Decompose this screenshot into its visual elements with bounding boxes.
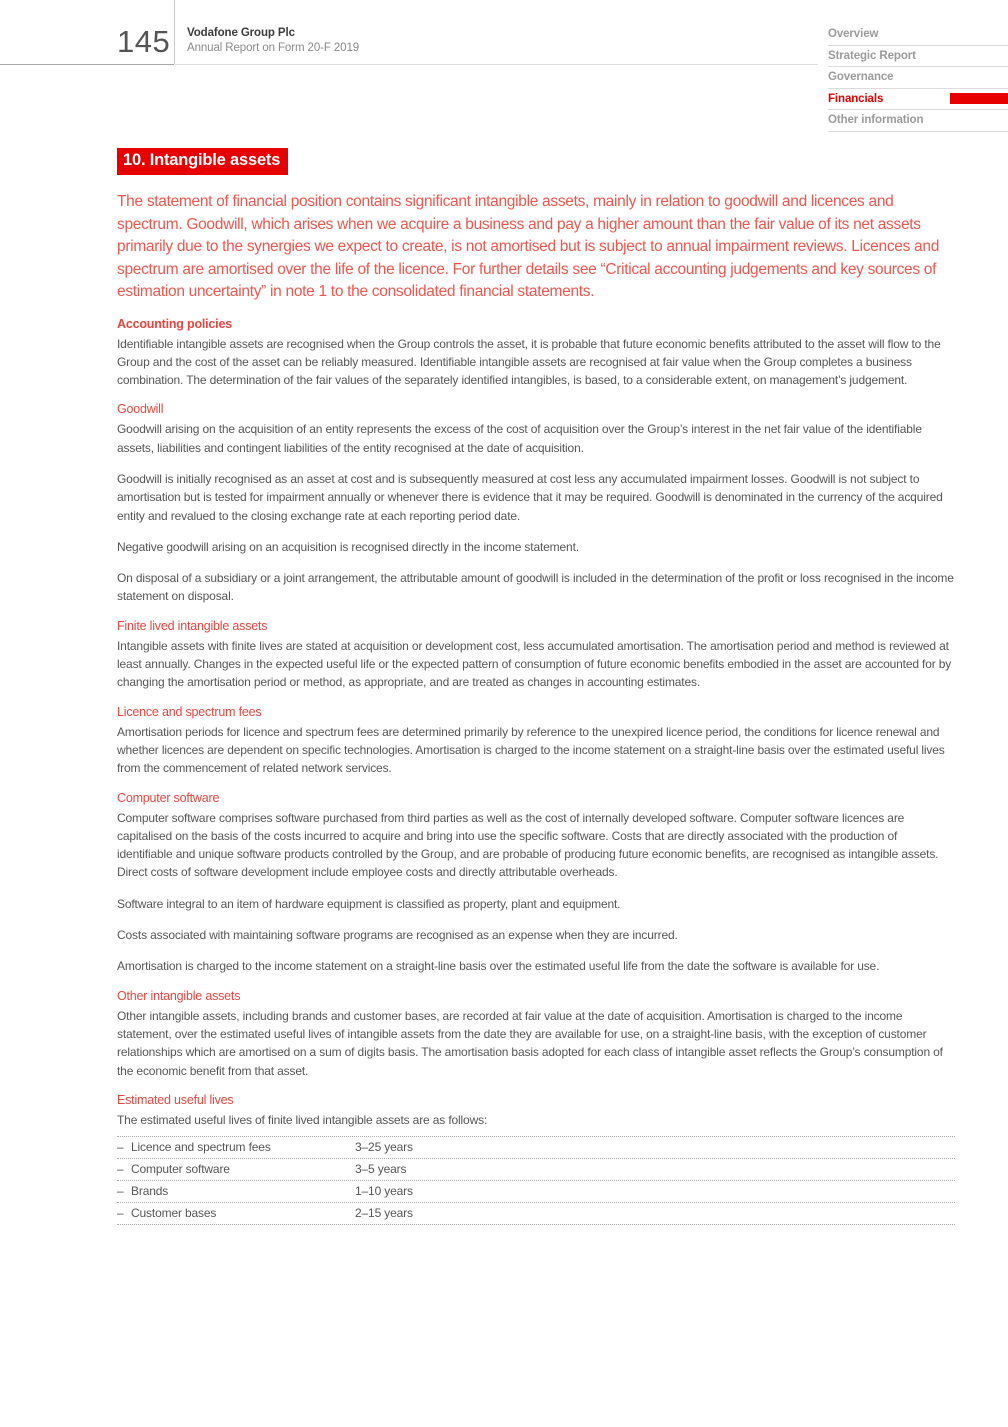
nav-item-other-information[interactable]	[828, 110, 1008, 132]
header-rule-left	[0, 64, 174, 65]
section-heading-accounting-policies: Accounting policies	[117, 316, 232, 331]
row-label: Customer bases	[131, 1206, 217, 1221]
main-content	[117, 148, 955, 1225]
body-paragraph: Amortisation periods for licence and spectrum fees are determined primarily by reference to the unexpired licence period, the conditions for licence renewal and whether licences are dependent on specific technologies. Amortisation is charged to the income statement on a straight-line basis over the estimated useful lives from the commencement of related network services.	[117, 724, 945, 776]
body-paragraph: Other intangible assets, including brands and customer bases, are recorded at fair value at the date of acquisition. Amortisation is charged to the income statement, over the estimated useful lives of intangible assets from the date they are available for use, on a straight-line basis, with the exception of customer relationships which are amortised on a sum of digits basis. The amortisation basis adopted for each class of intangible asset reflects the Group’s consumption of the economic benefit from that asset.	[117, 1008, 943, 1078]
table-row	[117, 1180, 955, 1202]
body-paragraph: On disposal of a subsidiary or a joint arrangement, the attributable amount of goodwill is included in the determination of the profit or loss recognised in the income statement on disposal.	[117, 571, 954, 604]
row-label: Licence and spectrum fees	[131, 1140, 271, 1155]
useful-lives-table	[117, 1136, 955, 1225]
body-paragraph: Costs associated with maintaining software programs are recognised as an expense when they are incurred.	[117, 928, 678, 943]
nav-item-label: Strategic Report	[828, 49, 916, 62]
row-label: Brands	[131, 1184, 169, 1199]
body-paragraph: Computer software comprises software purchased from third parties as well as the cost of internally developed software. Computer software licences are capitalised on the basis of the costs incurred to acquire and bring into use the specific software. Costs that are directly associated with the production of identifiable and unique software products controlled by the Group, and are probable of producing future economic benefits, are recognised as intangible assets. Direct costs of software development include employee costs and directly attributable overheads.	[117, 810, 939, 880]
row-value: 3–25 years	[355, 1140, 413, 1155]
page-number: 145	[117, 24, 171, 59]
body-paragraph: Amortisation is charged to the income statement on a straight-line basis over the estimated useful life from the date the software is available for use.	[117, 959, 880, 974]
nav-item-label: Other information	[828, 114, 924, 126]
nav-item-strategic-report[interactable]	[828, 46, 1008, 68]
nav-item-financials[interactable]	[828, 89, 1008, 111]
table-row	[117, 1202, 955, 1225]
body-paragraph: The estimated useful lives of finite lived intangible assets are as follows:	[117, 1112, 488, 1127]
row-dash: –	[117, 1140, 124, 1155]
active-section-marker	[950, 93, 1008, 104]
row-dash: –	[117, 1206, 124, 1221]
row-dash: –	[117, 1162, 124, 1177]
body-paragraph: Identifiable intangible assets are recognised when the Group controls the asset, it is probable that future economic benefits attributed to the asset will flow to the Group and the cost of the asset can be reliably measured. Identifiable intangible assets are recognised at fair value when the Group completes a business combination. The determination of the fair values of the separately identified intangibles, is based, to a considerable extent, on management’s judgement.	[117, 336, 941, 388]
body-paragraph: Software integral to an item of hardware equipment is classified as property, plant and equipment.	[117, 896, 621, 911]
section-heading-estimated-useful-lives: Estimated useful lives	[117, 1092, 234, 1107]
note-title-banner: 10. Intangible assets	[117, 148, 288, 175]
section-heading-other-intangible: Other intangible assets	[117, 988, 241, 1003]
nav-item-label: Governance	[828, 71, 894, 83]
section-heading-licence-spectrum: Licence and spectrum fees	[117, 704, 262, 719]
nav-item-overview[interactable]	[828, 24, 1008, 46]
section-heading-finite-lived: Finite lived intangible assets	[117, 618, 268, 633]
body-paragraph: Goodwill is initially recognised as an asset at cost and is subsequently measured at cost less any accumulated impairment losses. Goodwill is not subject to amortisation but is tested for impairment annually or whenever there is evidence that it may be required. Goodwill is denominated in the currency of the acquired entity and revalued to the closing exchange rate at each reporting period date.	[117, 471, 943, 523]
section-heading-computer-software: Computer software	[117, 790, 220, 805]
header-text	[187, 27, 359, 54]
header-divider	[174, 0, 175, 64]
row-value: 3–5 years	[355, 1162, 407, 1177]
nav-item-label: Overview	[828, 28, 879, 40]
body-paragraph: Goodwill arising on the acquisition of an entity represents the excess of the cost of acquisition over the Group’s interest in the net fair value of the identifiable assets, liabilities and contingent liabilities of the entity recognised at the date of acquisition.	[117, 422, 922, 455]
section-nav	[828, 24, 1008, 132]
table-row	[117, 1136, 955, 1158]
row-value: 2–15 years	[355, 1206, 413, 1221]
body-paragraph: Intangible assets with finite lives are stated at acquisition or development cost, less accumulated amortisation. The amortisation period and method is reviewed at least annually. Changes in the expected useful life or the expected pattern of consumption of future economic benefits embodied in the asset are accounted for by changing the amortisation period or method, as appropriate, and are treated as changes in accounting estimates.	[117, 638, 952, 690]
section-heading-goodwill: Goodwill	[117, 402, 164, 417]
nav-item-governance[interactable]	[828, 67, 1008, 89]
nav-item-label: Financials	[828, 92, 884, 105]
row-label: Computer software	[131, 1162, 230, 1177]
table-row	[117, 1158, 955, 1180]
company-name: Vodafone Group Plc	[187, 27, 295, 39]
header-rule	[175, 64, 818, 65]
row-dash: –	[117, 1184, 124, 1199]
intro-paragraph: The statement of financial position contains significant intangible assets, mainly in relation to goodwill and licences and spectrum. Goodwill, which arises when we acquire a business and pay a higher amount than the fair value of its net assets primarily due to the synergies we expect to create, is not amortised but is subject to annual impairment reviews. Licences and spectrum are amortised over the life of the licence. For further details see “Critical accounting judgements and key sources of estimation uncertainty” in note 1 to the consolidated financial statements.	[117, 193, 940, 300]
body-paragraph: Negative goodwill arising on an acquisition is recognised directly in the income statement.	[117, 539, 579, 554]
report-title: Annual Report on Form 20-F 2019	[187, 42, 360, 54]
row-value: 1–10 years	[355, 1184, 413, 1199]
